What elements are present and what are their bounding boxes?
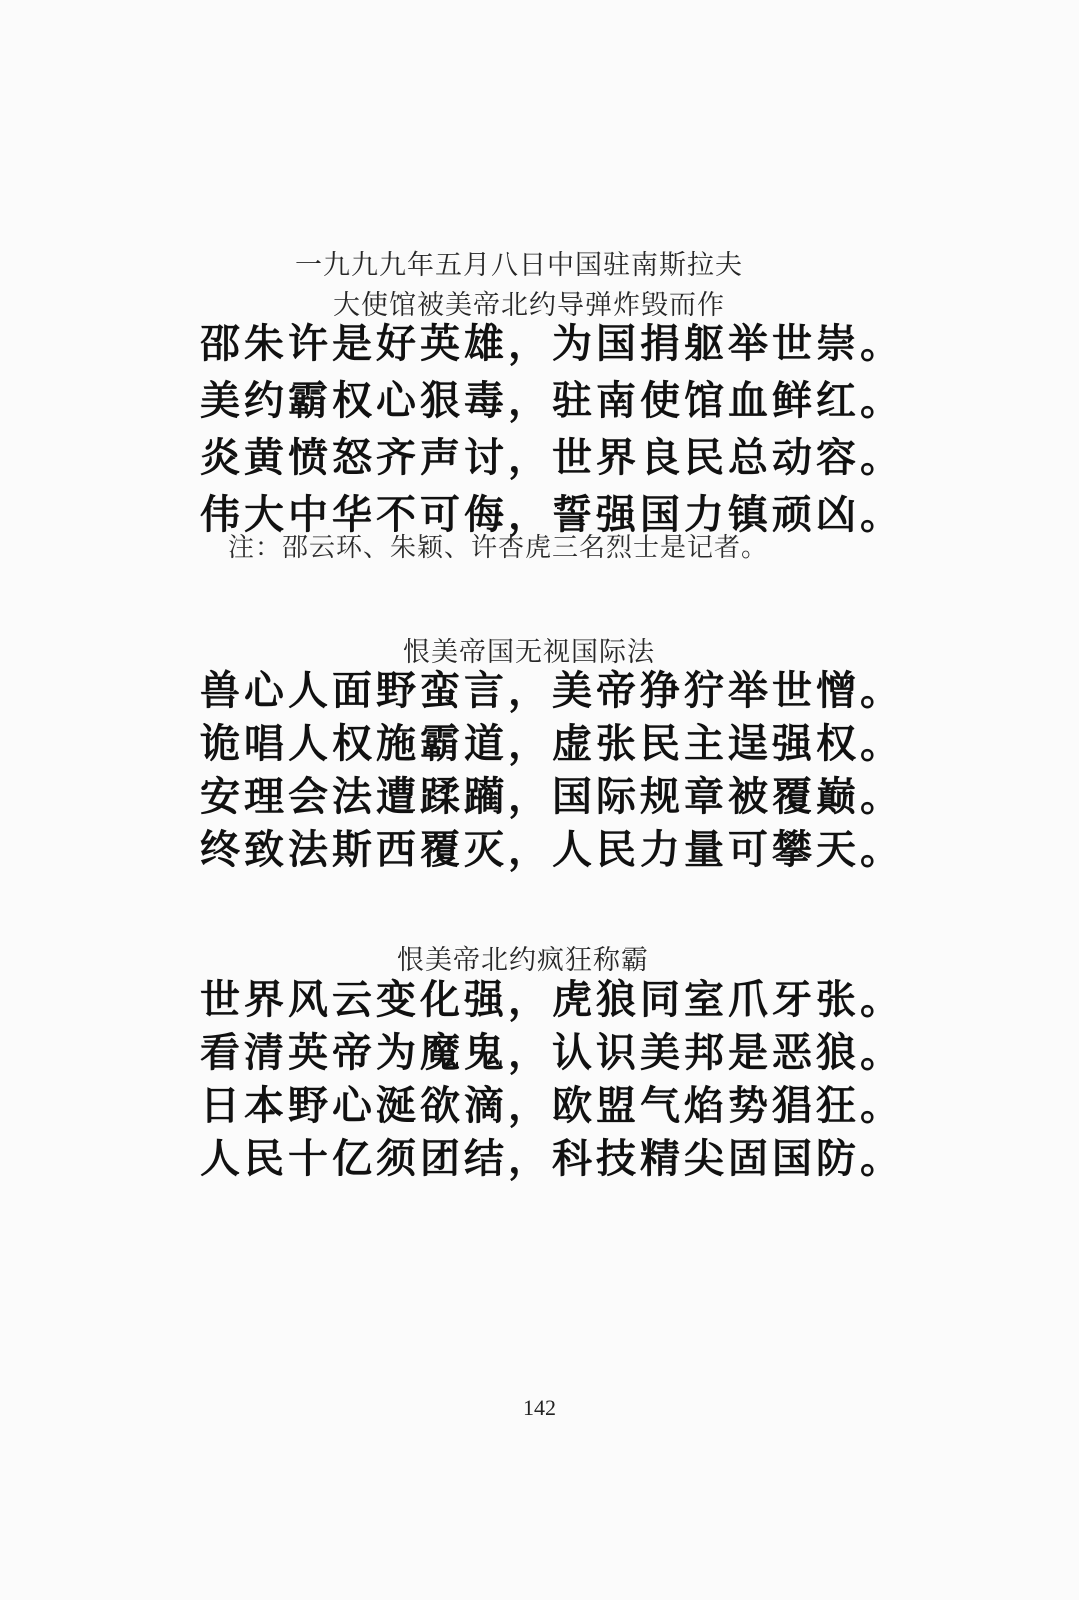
poem3-line-1: 世界风云变化强，虎狼同室爪牙张。 — [200, 977, 904, 1023]
poem3-title: 恨美帝北约疯狂称霸 — [397, 945, 649, 976]
poem3-line-2: 看清英帝为魔鬼，认识美邦是恶狼。 — [200, 1030, 904, 1076]
poem2-line-3: 安理会法遭蹂躏，国际规章被覆巅。 — [200, 774, 904, 820]
poem1-line-1: 邵朱许是好英雄，为国捐躯举世崇。 — [200, 321, 904, 367]
poem1-line-3: 炎黄愤怒齐声讨，世界良民总动容。 — [200, 435, 904, 481]
poem1-line-4: 伟大中华不可侮，誓强国力镇顽凶。 — [200, 492, 904, 538]
poem1-title-line1: 一九九九年五月八日中国驻南斯拉夫 — [295, 250, 743, 281]
poem2-line-2: 诡唱人权施霸道，虚张民主逞强权。 — [200, 721, 904, 767]
poem1-line-2: 美约霸权心狠毒，驻南使馆血鲜红。 — [200, 378, 904, 424]
poem2-title: 恨美帝国无视国际法 — [403, 637, 655, 668]
poem1-title-line2: 大使馆被美帝北约导弹炸毁而作 — [333, 290, 725, 321]
poem2-line-4: 终致法斯西覆灭，人民力量可攀天。 — [200, 827, 904, 873]
poem3-line-4: 人民十亿须团结，科技精尖固国防。 — [200, 1136, 904, 1182]
poem3-line-3: 日本野心涎欲滴，欧盟气焰势猖狂。 — [200, 1083, 904, 1129]
page-number: 142 — [523, 1395, 556, 1420]
poem2-line-1: 兽心人面野蛮言，美帝狰狞举世憎。 — [200, 668, 904, 714]
poem1-note: 注：邵云环、朱颖、许杏虎三名烈士是记者。 — [228, 533, 769, 563]
